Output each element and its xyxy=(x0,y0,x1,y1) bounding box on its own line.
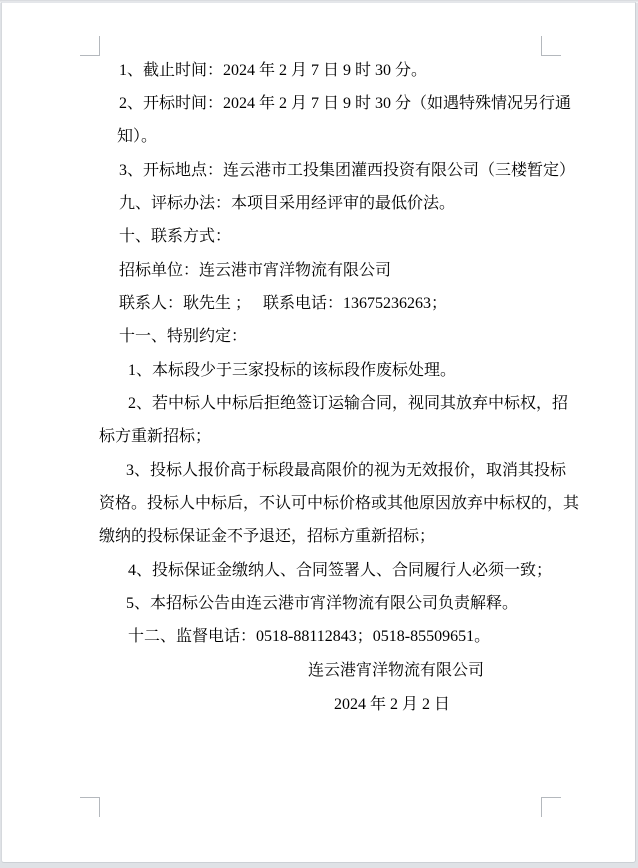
text-line: 1、截止时间：2024 年 2 月 7 日 9 时 30 分。 xyxy=(119,62,428,79)
margin-corner-mark-bottom-right xyxy=(541,797,561,817)
margin-corner-mark-top-right xyxy=(541,36,561,56)
signature-company: 连云港宵洋物流有限公司 xyxy=(308,662,485,679)
margin-corner-mark-bottom-left xyxy=(80,797,100,817)
margin-corner-mark-top-left xyxy=(80,36,100,56)
text-line: 十一、特别约定： xyxy=(119,328,248,345)
text-line: 2、开标时间：2024 年 2 月 7 日 9 时 30 分（如遇特殊情况另行通 xyxy=(119,95,572,112)
text-line: 联系人：耿先生 ； 联系电话：13675236263； xyxy=(119,295,448,312)
text-line: 资格。投标人中标后，不认可中标价格或其他原因放弃中标权的，其 xyxy=(99,495,580,512)
text-line: 知）。 xyxy=(117,128,158,145)
text-line: 九、评标办法：本项目采用经评审的最低价法。 xyxy=(119,195,456,212)
text-line: 标方重新招标； xyxy=(99,428,212,445)
text-line: 十二、监督电话：0518-88112843；0518-85509651。 xyxy=(128,628,491,645)
text-line: 3、投标人报价高于标段最高限价的视为无效报价，取消其投标 xyxy=(126,462,567,479)
text-line: 4、投标保证金缴纳人、合同签署人、合同履行人必须一致； xyxy=(128,562,553,579)
signature-date: 2024 年 2 月 2 日 xyxy=(334,696,451,713)
text-line: 1、本标段少于三家投标的该标段作废标处理。 xyxy=(128,362,457,379)
text-line: 招标单位：连云港市宵洋物流有限公司 xyxy=(119,262,392,279)
text-line: 2、若中标人中标后拒绝签订运输合同，视同其放弃中标权，招 xyxy=(128,395,569,412)
text-line: 缴纳的投标保证金不予退还，招标方重新招标； xyxy=(99,528,436,545)
text-line: 十、联系方式： xyxy=(119,228,232,245)
document-page xyxy=(1,2,636,863)
text-line: 3、开标地点：连云港市工投集团灌西投资有限公司（三楼暂定） xyxy=(119,162,576,179)
text-line: 5、本招标公告由连云港市宵洋物流有限公司负责解释。 xyxy=(126,595,519,612)
